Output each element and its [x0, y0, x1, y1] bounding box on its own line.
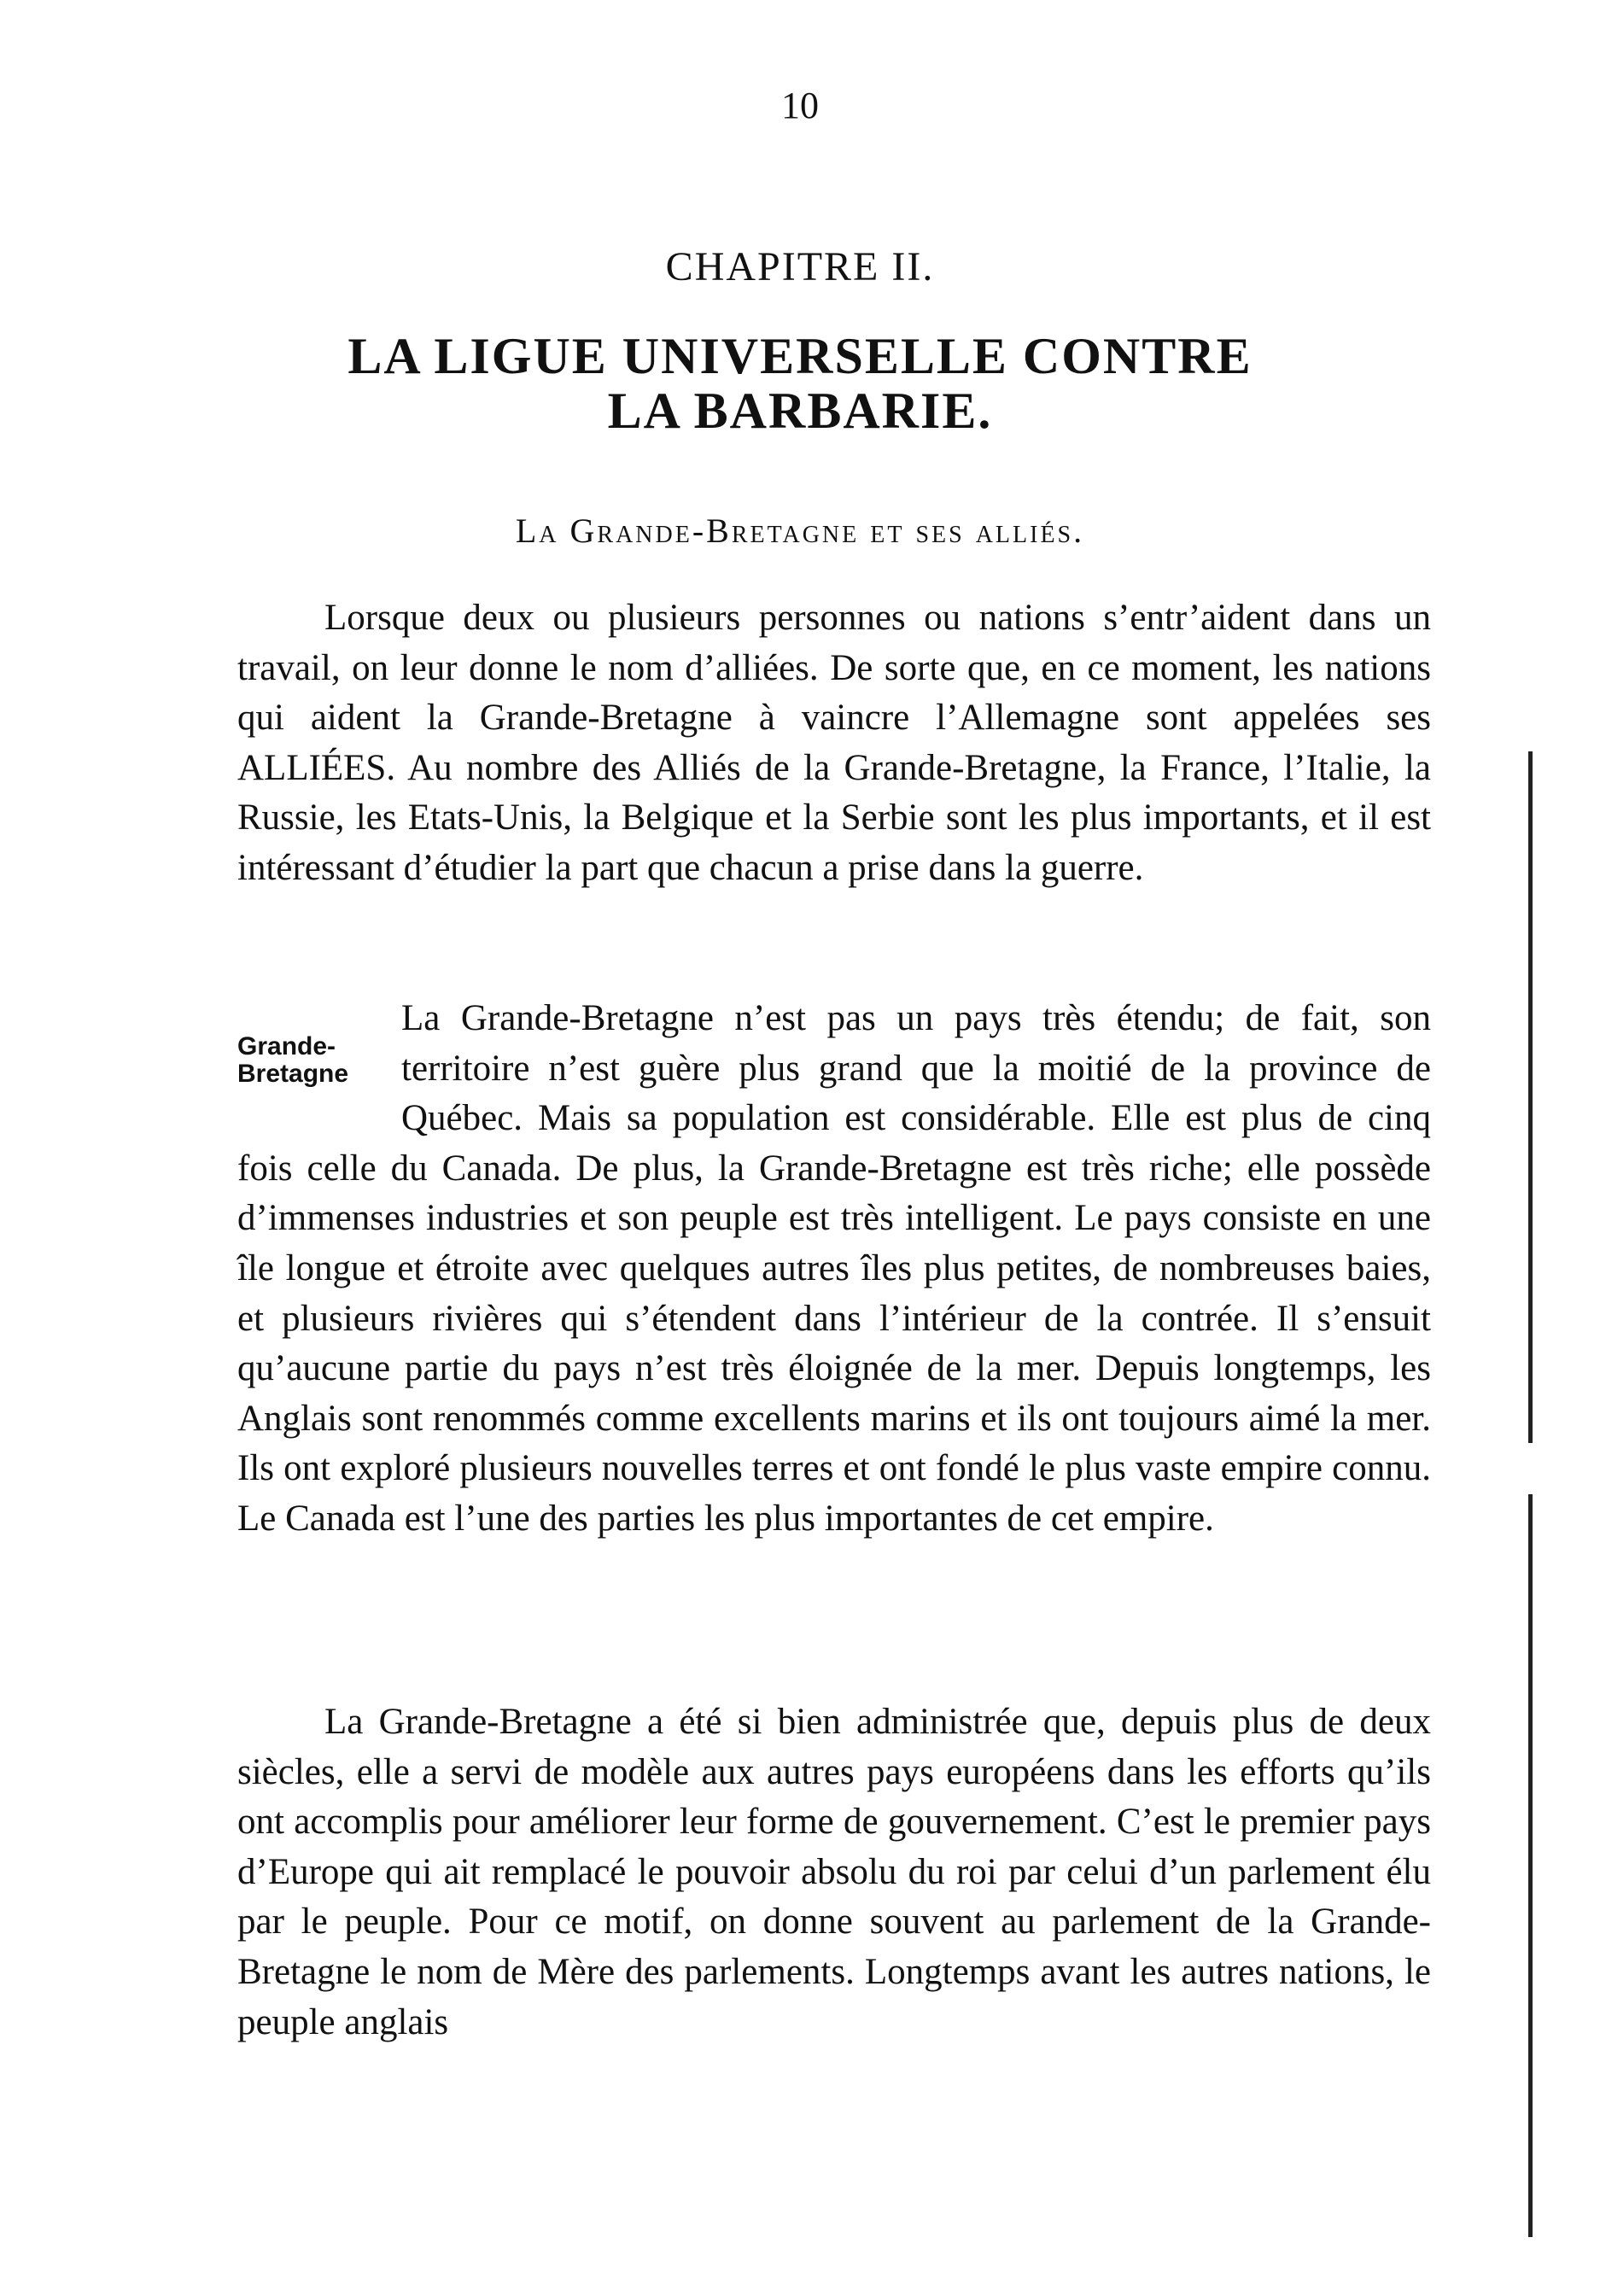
chapter-title	[0, 329, 1600, 438]
chapter-title-line-2: LA BARBARIE.	[607, 383, 993, 439]
paragraph-wrap	[237, 994, 1431, 1545]
page-number: 10	[781, 85, 819, 126]
paragraph-administration: La Grande-Bretagne a été si bien administrée que, depuis plus de deux siècles, elle a servi de modèle aux autres pays européens dans les efforts qu’ils ont accomplis pour améliorer leur forme de gouvernement. C’est le premier pays d’Europe qui ait remplacé le pouvoir absolu du roi par celui d’un parlement élu par le peuple. Pour ce motif, on donne souvent au parlement de la Grande-Bretagne le nom de Mère des parlements. Longtemps avant les autres nations, le peuple anglais	[237, 1702, 1431, 2042]
paragraph-block-3	[237, 1697, 1431, 2048]
chapter-heading: CHAPITRE II.	[665, 244, 935, 289]
margin-note-line-2: Bretagne	[237, 1060, 349, 1088]
chapter-title-line-1: LA LIGUE UNIVERSELLE CONTRE	[347, 328, 1253, 384]
margin-note-line-1: Grande-	[237, 1032, 336, 1060]
scan-edge-line	[1528, 751, 1533, 2237]
scan-edge-gap	[1527, 1443, 1534, 1494]
section-heading: La Grande-Bretagne et ses alliés.	[515, 511, 1085, 550]
paragraph-block-1	[237, 593, 1431, 894]
paragraph-grande-bretagne: La Grande-Bretagne n’est pas un pays très étendu; de fait, son territoire n’est guère plus grand que la moitié de la province de Québec. Mais sa population est considérable. Elle est plus de cinq fois celle du Canada. De plus, la Grande-Bretagne est très riche; elle possède d’immenses industries et son peuple est très intelligent. Le pays consiste en une île longue et étroite avec quelques autres îles plus petites, de nombreuses baies, et plusieurs rivières qui s’étendent dans l’intérieur de la contrée. Il s’ensuit qu’aucune partie du pays n’est très éloignée de la mer. Depuis longtemps, les Anglais sont renommés comme excellents marins et ils ont toujours aimé la mer. Ils ont exploré plusieurs nouvelles terres et ont fondé le plus vaste empire connu. Le Canada est l’une des parties les plus importantes de cet empire.	[237, 998, 1431, 1539]
paragraph-allies: Lorsque deux ou plusieurs personnes ou nations s’entr’aident dans un travail, on leur donne le nom d’alliées. De sorte que, en ce moment, les nations qui aident la Grande-Bretagne à vaincre l’Allemagne sont appelées ses ALLIÉES. Au nombre des Alliés de la Grande-Bretagne, la France, l’Italie, la Russie, les Etats-Unis, la Belgique et la Serbie sont les plus importants, et il est intéressant d’étudier la part que chacun a prise dans la guerre.	[237, 598, 1431, 888]
margin-note	[237, 994, 391, 1122]
paragraph-block-2	[237, 994, 1431, 1545]
